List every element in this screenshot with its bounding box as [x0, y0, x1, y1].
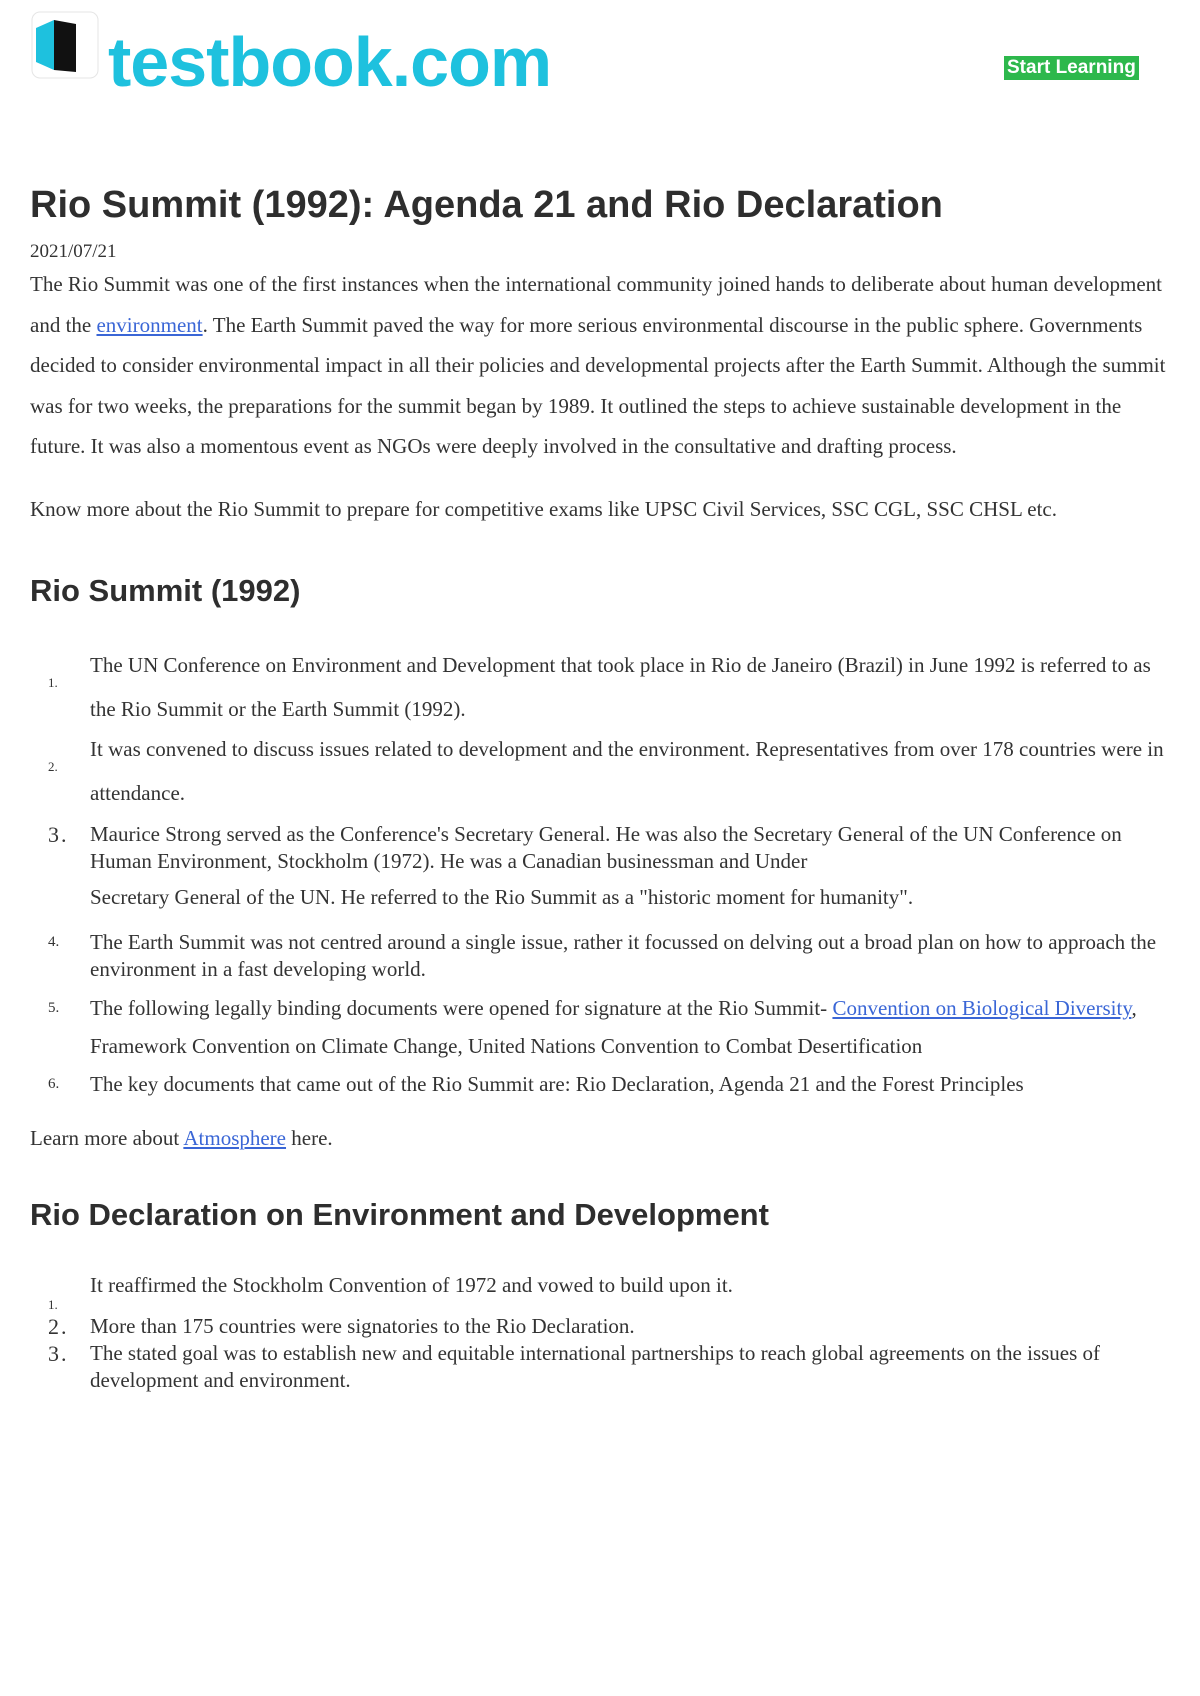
logo-text[interactable]: testbook.com	[108, 23, 552, 101]
article-date: 2021/07/21	[30, 241, 117, 262]
intro-paragraph: The Rio Summit was one of the first instances when the international community joined hands to deliberate about human development and the environment. The Earth Summit paved the way for more serious environmental discourse in the public sphere. Governments decided to consider environmental impact in all their policies and developmental projects after the Earth Summit. Although the summit was for two weeks, the preparations for the summit began by 1989. It outlined the steps to achieve sustainable development in the future. It was also a momentous event as NGOs were deeply involved in the consultative and drafting process.	[30, 272, 1166, 458]
list-item: 5. The following legally binding documents were opened for signature at the Rio Summit- Convention on Biological Diversity, Framework Convention on Climate Change, United Nations Convention to Combat Desertification	[48, 996, 1137, 1058]
list-item: 3. Maurice Strong served as the Conference's Secretary General. He was also the Secretary General of the UN Conference on Human Environment, Stockholm (1972). He was a Canadian businessman and Under Secretary General of the UN. He referred to the Rio Summit as a "historic moment for humanity".	[48, 822, 1122, 909]
rio-declaration-list	[30, 1267, 1175, 1394]
exam-note-paragraph: Know more about the Rio Summit to prepare for competitive exams like UPSC Civil Services, SSC CGL, SSC CHSL etc.	[30, 496, 1057, 521]
rio-summit-list	[30, 643, 1175, 1098]
learn-more-paragraph: Learn more about Atmosphere here.	[30, 1126, 333, 1150]
list-item: 3. The stated goal was to establish new and equitable international partnerships to reach global agreements on the issues of development and environment.	[48, 1340, 1101, 1392]
site-header	[0, 0, 1200, 120]
list-item: 6. The key documents that came out of the Rio Summit are: Rio Declaration, Agenda 21 and the Forest Principles	[48, 1072, 1024, 1096]
biodiversity-link[interactable]: Convention on Biological Diversity	[832, 996, 1132, 1020]
section-heading-rio-declaration: Rio Declaration on Environment and Development	[30, 1196, 769, 1232]
start-learning-button[interactable]: Start Learning	[1004, 56, 1139, 80]
testbook-logo-icon[interactable]	[30, 10, 100, 80]
list-item: 1. It reaffirmed the Stockholm Convention of 1972 and vowed to build upon it.	[48, 1272, 733, 1312]
article-title: Rio Summit (1992): Agenda 21 and Rio Declaration	[30, 184, 943, 226]
atmosphere-link[interactable]: Atmosphere	[183, 1126, 287, 1150]
environment-link[interactable]: environment	[96, 312, 203, 337]
section-heading-rio-summit: Rio Summit (1992)	[30, 573, 301, 608]
list-item: 4. The Earth Summit was not centred around a single issue, rather it focussed on delving out a broad plan on how to approach the environment in a fast developing world.	[48, 930, 1157, 981]
list-item: 1. The UN Conference on Environment and Development that took place in Rio de Janeiro (Brazil) in June 1992 is referred to as the Rio Summit or the Earth Summit (1992).	[48, 653, 1151, 721]
article	[30, 176, 1175, 1400]
list-item: 2. It was convened to discuss issues related to development and the environment. Representatives from over 178 countries were in attendance.	[48, 737, 1164, 805]
list-item: 2. More than 175 countries were signatories to the Rio Declaration.	[48, 1313, 635, 1339]
